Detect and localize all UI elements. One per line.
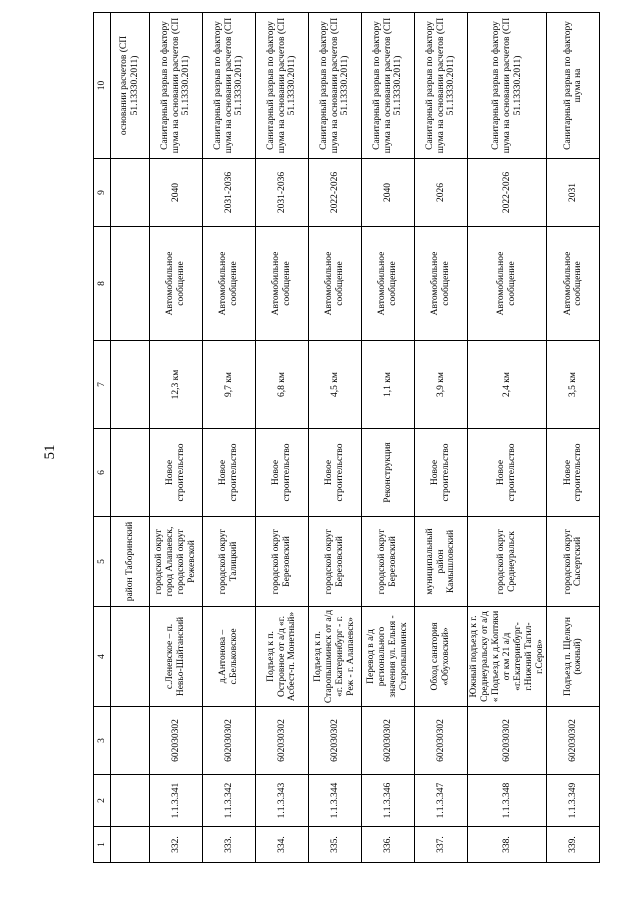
cell-period: 2040 [150,159,203,227]
cell-zone: основании расчетов (СП 51.13330.2011) [111,13,150,159]
page-number: 51 [42,444,58,460]
cell-code: 1.1.3.341 [150,775,203,827]
col-header-9: 9 [94,159,111,227]
cell-number: 333. [203,827,256,863]
header-row [94,13,111,863]
cell-area: городской округ Березовский [362,517,415,607]
cell-name: д.Антонова – с.Бельковское [203,607,256,707]
cell-length: 9,7 км [203,341,256,429]
cell-length: 12,3 км [150,341,203,429]
table-row [203,13,256,863]
table-row [309,13,362,863]
cell-type: Новое строительство [415,429,468,517]
cell-okato: 602030302 [256,707,309,775]
cell-purpose: Автомобильное сообщение [256,227,309,341]
cell-area: городской округ Березовский [309,517,362,607]
cell-zone: Санитарный разрыв по фактору шума на основании расчетов (СП 51.13330.2011) [309,13,362,159]
table-row [547,13,600,863]
cell-length: 3,5 км [547,341,600,429]
cell-length: 2,4 км [468,341,547,429]
cell-purpose: Автомобильное сообщение [203,227,256,341]
col-header-10: 10 [94,13,111,159]
cell-area: городской округ Сысертский [547,517,600,607]
cell-number: 332. [150,827,203,863]
col-header-1: 1 [94,827,111,863]
cell-type: Новое строительство [203,429,256,517]
cell-code: 1.1.3.349 [547,775,600,827]
cell-code: 1.1.3.346 [362,775,415,827]
cell-period: 2022-2026 [309,159,362,227]
cell-name: Обход санатория «Обуховский» [415,607,468,707]
cell-zone: Санитарный разрыв по фактору шума на основании расчетов (СП 51.13330.2011) [203,13,256,159]
cell-period: 2031-2036 [256,159,309,227]
cell-name: Перевод в а/д регионального значения ул. Ельня - Старопышминск [362,607,415,707]
cell-period: 2022-2026 [468,159,547,227]
cell-okato: 602030302 [309,707,362,775]
col-header-5: 5 [94,517,111,607]
cell-code: 1.1.3.348 [468,775,547,827]
col-header-3: 3 [94,707,111,775]
cell-name: с.Леневское – п. Невьо-Шайтанский [150,607,203,707]
cell-code: 1.1.3.343 [256,775,309,827]
table-row [150,13,203,863]
table-row [415,13,468,863]
table-row [468,13,547,863]
col-header-2: 2 [94,775,111,827]
objects-table-container [93,13,584,863]
cell-name: Подъезд п. Щелкун (южный) [547,607,600,707]
cell-number: 337. [415,827,468,863]
cell-zone: Санитарный разрыв по фактору шума на основании расчетов (СП 51.13330.2011) [415,13,468,159]
cell-purpose: Автомобильное сообщение [547,227,600,341]
cell-number: 335. [309,827,362,863]
cell-area: городской округ Среднеуральск [468,517,547,607]
cell-length: 6,8 км [256,341,309,429]
cell-area: муниципальный район Камышловский [415,517,468,607]
cell-code: 1.1.3.347 [415,775,468,827]
table-row [256,13,309,863]
cell-okato: 602030302 [362,707,415,775]
cell-type: Новое строительство [309,429,362,517]
cell-type: Новое строительство [468,429,547,517]
cell-type: Реконструкция [362,429,415,517]
cell-area: городской округ город Алапаевск, городской округ Режевской [150,517,203,607]
cell-length: 1,1 км [362,341,415,429]
cell-type: Новое строительство [547,429,600,517]
cell-code: 1.1.3.342 [203,775,256,827]
cell-okato: 602030302 [203,707,256,775]
continuation-row [111,13,150,863]
cell-period: 2031-2036 [203,159,256,227]
cell-zone: Санитарный разрыв по фактору шума на основании расчетов (СП 51.13330.2011) [468,13,547,159]
cell-okato: 602030302 [547,707,600,775]
cell-okato: 602030302 [468,707,547,775]
cell-type: Новое строительство [150,429,203,517]
objects-table [93,12,600,863]
cell-zone: Санитарный разрыв по фактору шума на [547,13,600,159]
cell-length: 4,5 км [309,341,362,429]
cell-period: 2026 [415,159,468,227]
cell-area: городской округ Березовский [256,517,309,607]
cell-purpose: Автомобильное сообщение [362,227,415,341]
col-header-6: 6 [94,429,111,517]
cell-number: 334. [256,827,309,863]
cell-name: Подъезд к п. Старопышминск от а/д «г. Екатеринбург - г. Реж - г. Алапаевск» [309,607,362,707]
cell-period: 2031 [547,159,600,227]
cell-area: городской округ Талицкий [203,517,256,607]
cell-type: Новое строительство [256,429,309,517]
cell-number: 336. [362,827,415,863]
cell-number: 338. [468,827,547,863]
cell-name: Подъезд к п. Островное от а/д «г. Асбест-п. Монетный» [256,607,309,707]
cell-purpose: Автомобильное сообщение [415,227,468,341]
cell-purpose: Автомобильное сообщение [468,227,547,341]
cell-purpose: Автомобильное сообщение [309,227,362,341]
col-header-7: 7 [94,341,111,429]
cell-zone: Санитарный разрыв по фактору шума на основании расчетов (СП 51.13330.2011) [256,13,309,159]
col-header-8: 8 [94,227,111,341]
cell-zone: Санитарный разрыв по фактору шума на основании расчетов (СП 51.13330.2011) [150,13,203,159]
col-header-4: 4 [94,607,111,707]
cell-okato: 602030302 [415,707,468,775]
cell-length: 3,9 км [415,341,468,429]
cell-purpose: Автомобильное сообщение [150,227,203,341]
cell-zone: Санитарный разрыв по фактору шума на основании расчетов (СП 51.13330.2011) [362,13,415,159]
cell-area: район Таборинский [111,517,150,607]
cell-okato: 602030302 [150,707,203,775]
cell-name: Южный подъезд к г. Среднеуральску от а/д « Подъезд к д.Коптяки от км 21 а/д «г.Екатеринбург-г.Нижний Тагил-г.Серов» [468,607,547,707]
cell-code: 1.1.3.344 [309,775,362,827]
table-row [362,13,415,863]
cell-number: 339. [547,827,600,863]
cell-period: 2040 [362,159,415,227]
